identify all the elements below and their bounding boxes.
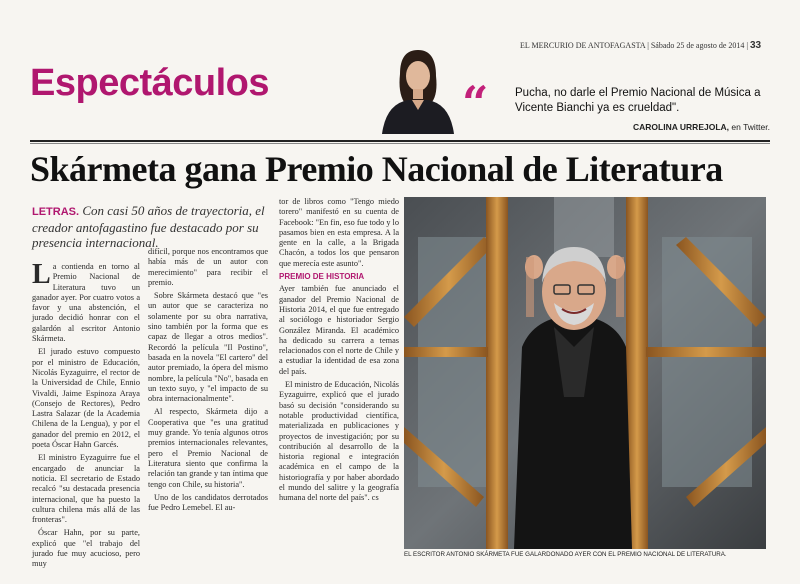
masthead: EL MERCURIO DE ANTOFAGASTA | Sábado 25 de agosto de 2014 | 33	[520, 40, 762, 51]
paragraph: difícil, porque nos encontramos que había más de un autor con merecimiento" para recibir el premio.	[148, 247, 268, 287]
paragraph: El ministro de Educación, Nicolás Eyzaguirre, explicó que el jurado basó su decisión "considerando su notable productividad científica, materializada en publicaciones y proyectos de investigación; por su contribución al desarrollo de la historia regional e integración académica en el campo de la historiografía y por haber abordado el mundo del salitre y la geografía humana del norte del país". cs	[279, 380, 399, 503]
photo-caption: EL ESCRITOR ANTONIO SKÁRMETA FUE GALARDONADO AYER CON EL PREMIO NACIONAL DE LITERATURA.	[404, 551, 727, 558]
paragraph: El jurado estuvo compuesto por el ministro de Educación, Nicolás Eyzaguirre, el rector de la Universidad de Chile, Ennio Vivaldi, Jaime Espinoza Araya (Consejo de Rectores), Pedro Lastra Salazar (de la Academia Chilena de la Lengua), y por el ganador del premio en 2012, el poeta Óscar Hahn Garcés.	[32, 347, 140, 450]
header-rule-thin	[30, 143, 770, 144]
section-title: Espectáculos	[30, 62, 269, 104]
headline: Skármeta gana Premio Nacional de Literatura	[30, 149, 723, 189]
quote-source: en Twitter.	[731, 122, 770, 132]
paragraph: a contienda en torno al Premio Nacional de Literatura tuvo un ganador ayer. Por cuatro votos a favor y una abstención, el jurado decidió honrar con el galardón al escritor Antonio Skármeta.	[32, 262, 140, 344]
paper-name: EL MERCURIO DE ANTOFAGASTA	[520, 41, 646, 50]
lead-paragraph	[32, 203, 272, 250]
paragraph: tor de libros como "Tengo miedo torero" manifestó en su cuenta de Facebook: "En fin, eso fue todo y lo pasamos bien en esta empresa. A la gente en la calle, a la Brigada Chacón, a todos los que pensaron que merecía este asunto".	[279, 197, 399, 268]
article-column-3	[279, 197, 399, 507]
subhead: PREMIO DE HISTORIA	[279, 272, 365, 282]
issue-date: Sábado 25 de agosto de 2014	[650, 41, 745, 50]
paragraph: Óscar Hahn, por su parte, explicó que "el trabajo del jurado fue muy acucioso, pero muy	[32, 528, 140, 569]
quote-author-name: CAROLINA URREJOLA,	[633, 122, 730, 132]
paragraph: Uno de los candidatos derrotados fue Pedro Lemebel. El au-	[148, 492, 268, 513]
article-column-1	[32, 259, 140, 573]
lead-kicker: LETRAS.	[32, 206, 80, 218]
paragraph: Ayer también fue anunciado el ganador del Premio Nacional de Historia 2014, el que fue entregado al sociólogo e historiador Sergio González Miranda. El académico ha dedicado su carrera a temas relacionados con el norte de Chile y a estudiar la identidad de esa zona del país.	[279, 284, 399, 376]
skarmeta-photo	[404, 197, 766, 549]
header-rule	[30, 140, 770, 142]
quote-author-portrait	[378, 44, 458, 134]
lead-text: Con casi 50 años de trayectoria, el creador antofagastino fue destacado por su presencia internacional.	[32, 203, 265, 250]
article-column-2	[148, 247, 268, 516]
paragraph: Sobre Skármeta destacó que "es un autor que se caracteriza no solamente por su obra narrativa, sino también por la forma que es capaz de llegar a otros medios". Recordó la película "Il Postino", basada en la novela "El cartero" del autor premiado, la ópera del mismo nombre, la película "No", basada en un texto suyo, y "el impacto de su obra internacionalmente".	[148, 291, 268, 404]
paragraph: Al respecto, Skármeta dijo a Cooperativa que "es una gratitud muy grande. Yo tenía algunos otros premios internacionales relevantes, pero el Premio Nacional de Literatura siento que confirma la relación tan grande y tan íntima que tengo con Chile, su historia".	[148, 407, 268, 489]
quote-attribution	[600, 122, 770, 132]
dropcap: L	[32, 259, 51, 290]
paragraph: El ministro Eyzaguirre fue el encargado de anunciar la noticia. El secretario de Estado recalcó "su destacada presencia internacional, que ha puesto la cultura chilena más allá de las fronteras".	[32, 453, 140, 525]
quote-mark-icon: “	[462, 76, 489, 130]
quote-text: Pucha, no darle el Premio Nacional de Música a Vicente Bianchi ya es crueldad".	[515, 87, 761, 114]
page-number: 33	[749, 40, 762, 51]
